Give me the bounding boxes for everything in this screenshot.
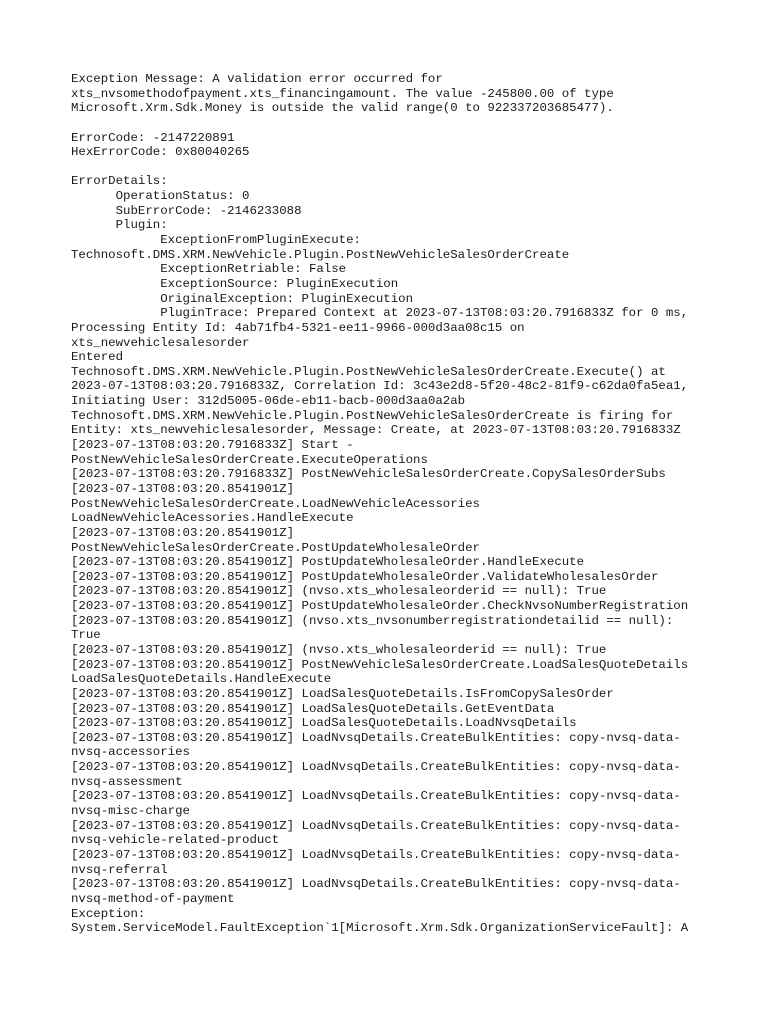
log-line — [71, 116, 761, 131]
log-line: [2023-07-13T08:03:20.8541901Z] LoadSalesQuoteDetails.LoadNvsqDetails — [71, 716, 577, 731]
log-line: nvsq-method-of-payment — [71, 891, 235, 906]
log-line: Entity: xts_newvehiclesalesorder, Message: Create, at 2023-07-13T08:03:20.7916833Z — [71, 423, 681, 438]
log-line: ErrorCode: -2147220891 — [71, 130, 235, 145]
log-line: Entered — [71, 350, 124, 365]
log-line: [2023-07-13T08:03:20.8541901Z] PostUpdateWholesaleOrder.ValidateWholesalesOrder — [71, 569, 659, 584]
log-line: nvsq-referral — [71, 862, 168, 877]
log-line: Processing Entity Id: 4ab71fb4-5321-ee11-9966-000d3aa08c15 on — [71, 320, 525, 335]
log-line: 2023-07-13T08:03:20.7916833Z, Correlation Id: 3c43e2d8-5f20-48c2-81f9-c62da0fa5ea1, — [71, 379, 689, 394]
log-line: [2023-07-13T08:03:20.8541901Z] LoadSalesQuoteDetails.IsFromCopySalesOrder — [71, 686, 614, 701]
log-line: [2023-07-13T08:03:20.8541901Z] — [71, 481, 295, 496]
log-line: [2023-07-13T08:03:20.8541901Z] (nvso.xts_nvsonumberregistrationdetailid == null): — [71, 613, 674, 628]
log-line: [2023-07-13T08:03:20.8541901Z] LoadNvsqDetails.CreateBulkEntities: copy-nvsq-data- — [71, 847, 681, 862]
log-line: True — [71, 628, 101, 643]
log-line: xts_newvehiclesalesorder — [71, 335, 250, 350]
log-line: nvsq-misc-charge — [71, 804, 190, 819]
log-line: SubErrorCode: -2146233088 — [71, 203, 302, 218]
log-line: [2023-07-13T08:03:20.8541901Z] PostUpdateWholesaleOrder.CheckNvsoNumberRegistration — [71, 599, 689, 614]
log-line: Microsoft.Xrm.Sdk.Money is outside the valid range(0 to 922337203685477). — [71, 101, 614, 116]
log-line: nvsq-accessories — [71, 745, 190, 760]
log-line: [2023-07-13T08:03:20.8541901Z] LoadNvsqDetails.CreateBulkEntities: copy-nvsq-data- — [71, 877, 681, 892]
log-line: [2023-07-13T08:03:20.7916833Z] PostNewVehicleSalesOrderCreate.CopySalesOrderSubs — [71, 467, 666, 482]
log-line: Technosoft.DMS.XRM.NewVehicle.Plugin.PostNewVehicleSalesOrderCreate — [71, 247, 570, 262]
log-line: [2023-07-13T08:03:20.7916833Z] Start - — [71, 438, 354, 453]
log-line: PluginTrace: Prepared Context at 2023-07-13T08:03:20.7916833Z for 0 ms, — [71, 306, 689, 321]
log-line: nvsq-vehicle-related-product — [71, 833, 280, 848]
log-line: Exception Message: A validation error occurred for — [71, 72, 443, 86]
log-line: Exception: — [71, 906, 146, 921]
log-line: LoadSalesQuoteDetails.HandleExecute — [71, 672, 332, 687]
log-line: LoadNewVehicleAcessories.HandleExecute — [71, 511, 354, 526]
log-line: Technosoft.DMS.XRM.NewVehicle.Plugin.PostNewVehicleSalesOrderCreate.Execute() at — [71, 364, 666, 379]
log-line: [2023-07-13T08:03:20.8541901Z] (nvso.xts_wholesaleorderid == null): True — [71, 584, 607, 599]
log-line: xts_nvsomethodofpayment.xts_financingamount. The value -245800.00 of type — [71, 86, 614, 101]
log-line: PostNewVehicleSalesOrderCreate.ExecuteOperations — [71, 452, 428, 467]
log-line: PostNewVehicleSalesOrderCreate.PostUpdateWholesaleOrder — [71, 540, 480, 555]
log-line: [2023-07-13T08:03:20.8541901Z] LoadNvsqDetails.CreateBulkEntities: copy-nvsq-data- — [71, 760, 681, 775]
log-line: [2023-07-13T08:03:20.8541901Z] — [71, 525, 295, 540]
log-line: Initiating User: 312d5005-06de-eb11-bacb-000d3aa0a2ab — [71, 394, 466, 409]
error-log-document — [71, 72, 761, 936]
log-line: HexErrorCode: 0x80040265 — [71, 145, 250, 160]
log-line: [2023-07-13T08:03:20.8541901Z] PostUpdateWholesaleOrder.HandleExecute — [71, 555, 585, 570]
log-line: nvsq-assessment — [71, 774, 183, 789]
log-line: [2023-07-13T08:03:20.8541901Z] LoadNvsqDetails.CreateBulkEntities: copy-nvsq-data- — [71, 818, 681, 833]
log-line: [2023-07-13T08:03:20.8541901Z] (nvso.xts_wholesaleorderid == null): True — [71, 642, 607, 657]
log-line: Technosoft.DMS.XRM.NewVehicle.Plugin.PostNewVehicleSalesOrderCreate is firing for — [71, 408, 674, 423]
log-line: OperationStatus: 0 — [71, 189, 250, 204]
log-line: PostNewVehicleSalesOrderCreate.LoadNewVehicleAcessories — [71, 496, 480, 511]
log-line: Plugin: — [71, 218, 168, 233]
log-line: [2023-07-13T08:03:20.8541901Z] LoadSalesQuoteDetails.GetEventData — [71, 701, 555, 716]
log-line: ExceptionFromPluginExecute: — [71, 233, 361, 248]
log-line: System.ServiceModel.FaultException`1[Microsoft.Xrm.Sdk.OrganizationServiceFault]: A — [71, 921, 689, 936]
log-line: ErrorDetails: — [71, 174, 168, 189]
log-line: ExceptionRetriable: False — [71, 262, 347, 277]
log-line: [2023-07-13T08:03:20.8541901Z] LoadNvsqDetails.CreateBulkEntities: copy-nvsq-data- — [71, 789, 681, 804]
log-line — [71, 160, 761, 175]
log-line: [2023-07-13T08:03:20.8541901Z] LoadNvsqDetails.CreateBulkEntities: copy-nvsq-data- — [71, 730, 681, 745]
log-line: ExceptionSource: PluginExecution — [71, 276, 399, 291]
log-line: [2023-07-13T08:03:20.8541901Z] PostNewVehicleSalesOrderCreate.LoadSalesQuoteDetails — [71, 657, 689, 672]
log-line: OriginalException: PluginExecution — [71, 291, 414, 306]
